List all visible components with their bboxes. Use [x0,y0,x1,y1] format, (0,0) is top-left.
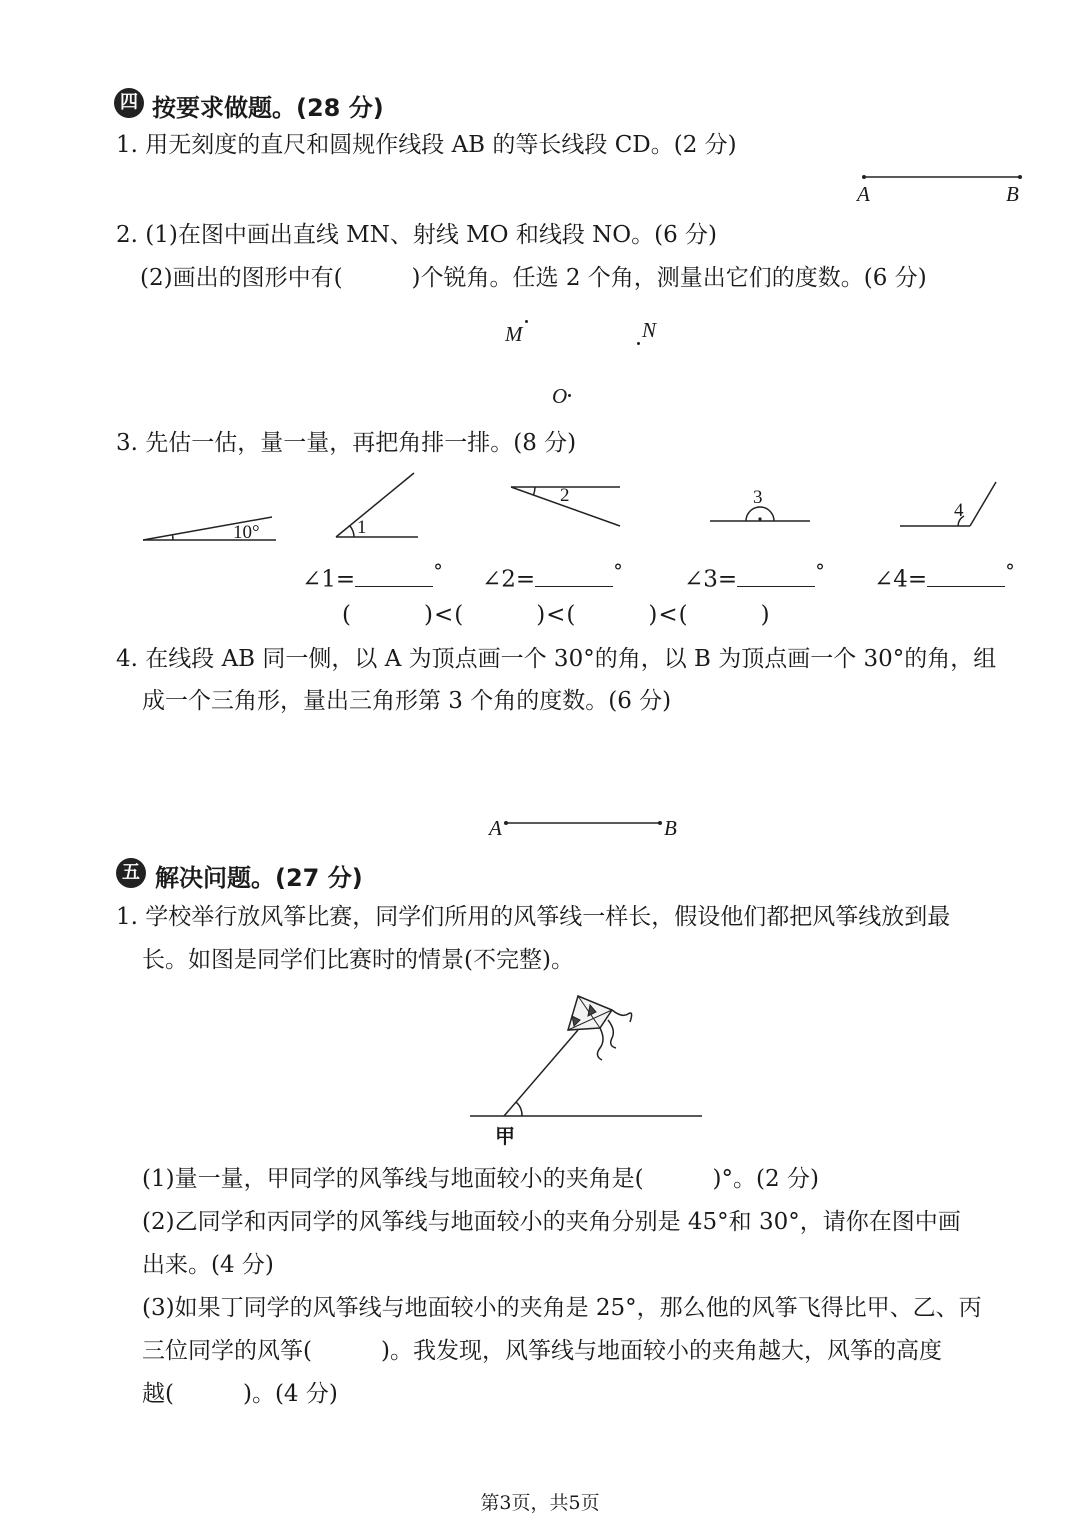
sub-question-3-line1: (3)如果丁同学的风筝线与地面较小的夹角是 25°，那么他的风筝飞得比甲、乙、丙 [142,1295,982,1321]
degree-symbol: ° [815,560,825,583]
answer-angle-2-label: ∠2= [482,566,536,593]
question-1-text: 1. 用无刻度的直尺和圆规作线段 AB 的等长线段 CD。(2 分) [116,132,737,158]
label-b: B [1006,182,1019,206]
point-o [568,394,571,397]
string-angle-arc [516,1102,522,1116]
answer-angle-4-label: ∠4= [874,566,928,593]
point-a [862,175,866,179]
section-number-badge: 四 [114,88,144,118]
degree-symbol: ° [613,560,623,583]
sub-question-2-line1: (2)乙同学和丙同学的风筝线与地面较小的夹角分别是 45°和 30°，请你在图中画 [142,1209,961,1235]
sub-question-3-line2: 三位同学的风筝( )。我发现，风筝线与地面较小的夹角越大，风筝的高度 [142,1338,942,1364]
point-o-label: O [552,384,568,408]
question-2-part2: (2)画出的图形中有( )个锐角。任选 2 个角，测量出它们的度数。(6 分) [140,265,927,291]
point-m-label: M [505,322,523,346]
q4-label-b: B [664,816,677,840]
kite-icon [568,996,632,1060]
sub-question-1: (1)量一量，甲同学的风筝线与地面较小的夹角是( )°。(2 分) [142,1166,819,1192]
angle-2-label: 2 [560,485,570,506]
answer-angle-4 [874,557,1015,595]
answer-angle-1-blank[interactable] [355,566,433,587]
answer-angle-1 [302,557,443,595]
label-a: A [857,182,870,206]
point-n-label: N [642,318,657,342]
point-m [525,320,528,323]
angle-1-label: 1 [357,517,367,538]
degree-symbol: ° [433,560,443,583]
angle-10-label: 10° [233,522,260,543]
q4-label-a: A [489,816,502,840]
kite-string [504,1030,578,1116]
angle-4 [900,482,996,526]
answer-angle-3 [684,557,825,595]
sub-question-2-line2: 出来。(4 分) [142,1252,274,1278]
answer-angle-3-blank[interactable] [737,566,815,587]
angles-figure [0,460,1080,560]
page-number: 第3页，共5页 [480,1492,600,1514]
point-n [637,342,640,345]
kite-figure [460,990,720,1130]
question-2-part1: 2. (1)在图中画出直线 MN、射线 MO 和线段 NO。(6 分) [116,222,718,248]
answer-angle-2 [482,557,623,595]
angle-3 [710,507,810,521]
sub-question-3-line3: 越( )。(4 分) [142,1381,338,1407]
question-3-text: 3. 先估一估，量一量，再把角排一排。(8 分) [116,430,577,456]
order-line: ( )<( )<( )<( ) [342,602,771,628]
answer-angle-3-label: ∠3= [684,566,738,593]
answer-angle-1-label: ∠1= [302,566,356,593]
segment-ab-q4 [500,815,670,835]
angle-1 [336,473,418,537]
degree-symbol: ° [1005,560,1015,583]
point-b [1018,175,1022,179]
problem-1-line1: 1. 学校举行放风筝比赛，同学们所用的风筝线一样长，假设他们都把风筝线放到最 [116,904,951,930]
angle-3-label: 3 [753,487,763,508]
angle-4-label: 4 [954,500,964,521]
answer-angle-4-blank[interactable] [927,566,1005,587]
problem-1-line2: 长。如图是同学们比赛时的情景(不完整)。 [142,947,574,973]
question-4-line1: 4. 在线段 AB 同一侧，以 A 为顶点画一个 30°的角，以 B 为顶点画一个 30°的角，组 [116,646,997,672]
question-4-line2: 成一个三角形，量出三角形第 3 个角的度数。(6 分) [142,688,672,714]
section-title: 解决问题。(27 分) [155,864,363,892]
section-number-badge: 五 [116,858,146,888]
student-jia-label: 甲 [495,1124,515,1148]
section-title: 按要求做题。(28 分) [152,94,384,122]
answer-angle-2-blank[interactable] [535,566,613,587]
